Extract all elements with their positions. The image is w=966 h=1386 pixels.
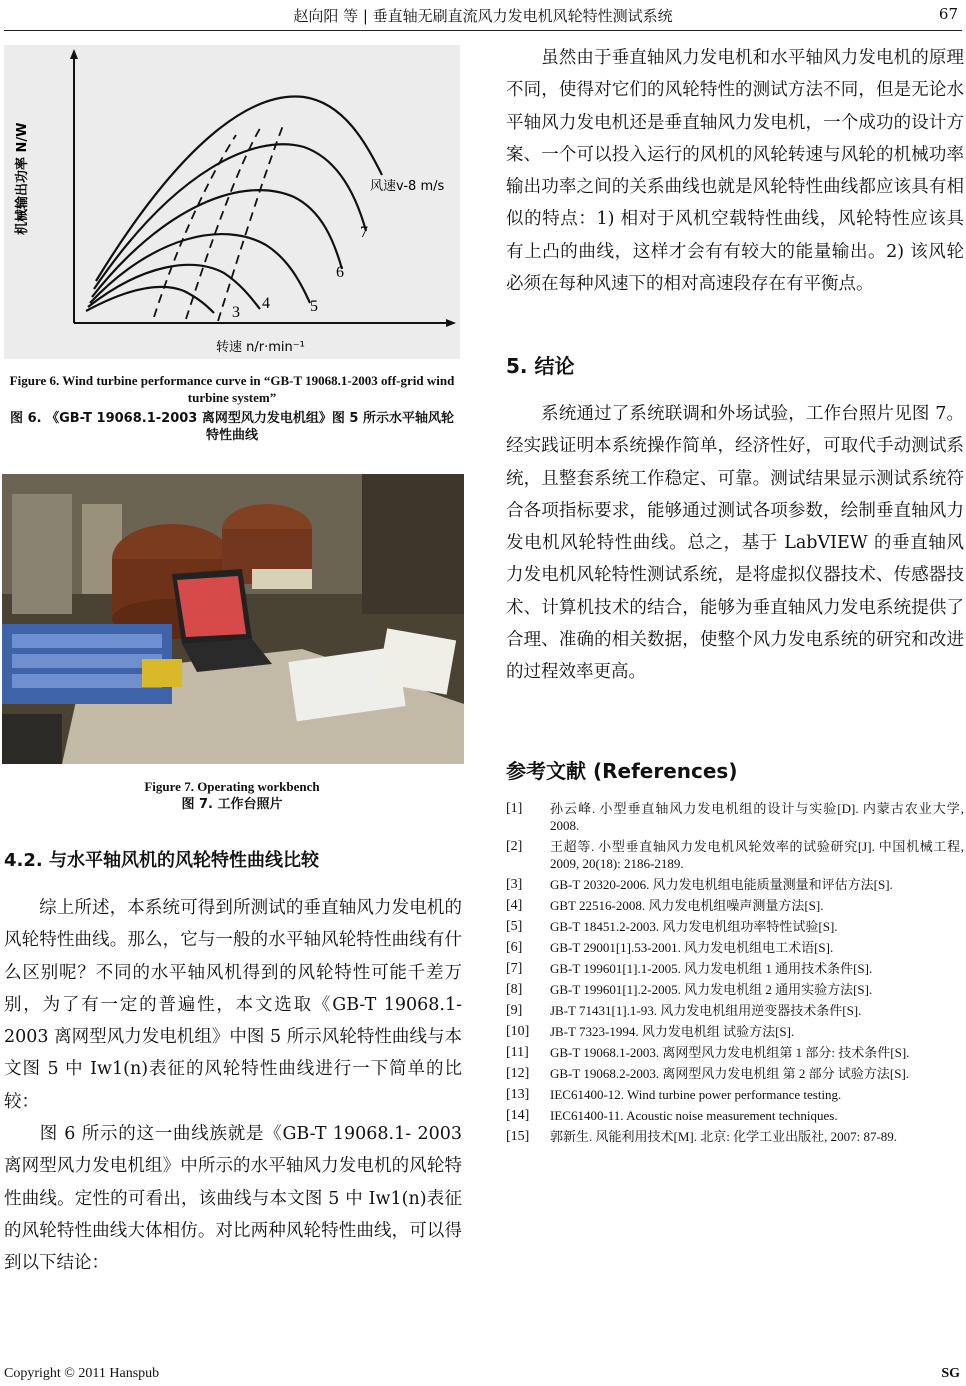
figure-7-caption-zh: 图 7. 工作台照片 [181,797,283,812]
curve-label-5: 5 [310,298,318,315]
dashed-curve-3 [218,123,284,321]
references-list [506,800,964,1149]
reference-number: [8] [506,982,523,997]
reference-number: [11] [506,1045,529,1060]
reference-item [506,981,964,998]
curve-label-3: 3 [232,304,240,321]
reference-item [506,1044,964,1061]
figure-6-chart [4,45,460,359]
reference-text: GB-T 19068.1-2003. 离网型风力发电机组第 1 部分: 技术条件[S]. [550,1045,910,1060]
conclusion-paragraph-text: 系统通过了系统联调和外场试验，工作台照片见图 7。经实践证明本系统操作简单，经济性好，可取代手动测试系统，且整套系统工作稳定、可靠。测试结果显示测试系统符合各项指标要求，能够通过测试各项参数，绘制垂直轴风力发电机风轮特性曲线。总之，基于 LabVIEW 的垂直轴风力发电机风轮特性测试系统，是将虚拟仪器技术、传感器技术、计算机技术的结合，能够为垂直轴风力发电系统提供了合理、准确的相关数据，使整个风力发电系统的研究和改进的过程效率更高。 [506,404,964,683]
reference-number: [10] [506,1024,530,1039]
reference-text: GB-T 29001[1].53-2001. 风力发电机组电工术语[S]. [550,940,834,955]
reference-number: [4] [506,898,523,913]
reference-text: GB-T 20320-2006. 风力发电机组电能质量测量和评估方法[S]. [550,877,893,892]
curve-label-6: 6 [336,264,344,281]
reference-item [506,1065,964,1082]
figure-6-svg [4,45,460,359]
figure-7-photo [2,474,464,764]
conclusion-paragraph [506,398,964,689]
figure-6-caption-en: Figure 6. Wind turbine performance curve in “GB-T 19068.1-2003 off-grid wind turbine system” [9,373,455,405]
curve-3 [86,287,214,313]
reference-text: GB-T 199601[1].1-2005. 风力发电机组 1 通用技术条件[S]. [550,961,873,976]
reference-number: [3] [506,877,523,892]
curve-label-4: 4 [262,295,270,312]
reference-text: GB-T 19068.2-2003. 离网型风力发电机组 第 2 部分 试验方法[S]. [550,1066,910,1081]
curve-5 [90,234,310,303]
header-divider [4,30,962,31]
reference-number: [6] [506,940,523,955]
reference-item [506,1023,964,1040]
x-axis-arrow [446,319,456,327]
reference-item [506,897,964,914]
reference-number: [1] [506,801,523,816]
left-paragraph-1-text: 综上所述，本系统可得到所测试的垂直轴风力发电机的风轮特性曲线。那么，它与一般的水平轴风轮特性曲线有什么区别呢？不同的水平轴风机得到的风轮特性可能千差万别，为了有一定的普遍性，本文选取《GB-T 19068.1-2003 离网型风力发电机组》中图 5 所示风轮特性曲线与本文图 5 中 Iw1(n)表征的风轮特性曲线进行一下简单的比较： [4,898,462,1112]
reference-number: [2] [506,839,523,854]
footer-journal: SG [941,1366,960,1381]
footer-copyright: Copyright © 2011 Hanspub [4,1366,160,1381]
reference-text: 王超等. 小型垂直轴风力发电机风轮效率的试验研究[J]. 中国机械工程, 2009, 20(18): 2186-2189. [550,839,964,871]
figure-6-caption-zh: 图 6. 《GB-T 19068.1-2003 离网型风力发电机组》图 5 所示水平轴风轮特性曲线 [10,411,454,443]
reference-item [506,800,964,834]
curve-7 [94,144,366,289]
reference-text: JB-T 7323-1994. 风力发电机组 试验方法[S]. [550,1024,795,1039]
left-paragraph-1 [4,892,462,1118]
reference-item [506,1128,964,1145]
y-axis-label: 机械输出功率 N/W [15,122,30,235]
reference-text: GB-T 18451.2-2003. 风力发电机组功率特性试验[S]. [550,919,838,934]
left-paragraph-2-text: 图 6 所示的这一曲线族就是《GB-T 19068.1- 2003 离网型风力发电机组》中所示的水平轴风力发电机的风轮特性曲线。定性的可看出，该曲线与本文图 5 中 Iw1(n)表征的风轮特性曲线大体相仿。对比两种风轮特性曲线，可以得到以下结论： [4,1124,462,1274]
running-header-title: 赵向阳 等 | 垂直轴无刷直流风力发电机风轮特性测试系统 [293,7,673,25]
reference-item [506,876,964,893]
page-number: 67 [938,5,958,23]
wind-speed-label: 风速v-8 m/s [370,179,445,194]
reference-number: [13] [506,1087,530,1102]
section-heading-4-2: 4.2. 与水平轴风机的风轮特性曲线比较 [4,850,319,871]
dashed-curve-2 [186,125,262,319]
right-paragraph-top-text: 虽然由于垂直轴风力发电机和水平轴风力发电机的原理不同，使得对它们的风轮特性的测试方法不同，但是无论水平轴风力发电机还是垂直轴风力发电机，一个成功的设计方案、一个可以投入运行的风机的风轮转速与风轮的机械功率输出功率之间的关系曲线也就是风轮特性曲线都应该具有相似的特点：1) 相对于风机空载特性曲线，风轮特性应该具有上凸的曲线，这样才会有有较大的能量输出。2) 该风轮必须在每种风速下的相对高速段存在有平衡点。 [506,48,964,295]
right-paragraph-top [506,42,964,300]
reference-text: IEC61400-12. Wind turbine power performance testing. [550,1087,842,1102]
reference-item [506,918,964,935]
reference-number: [14] [506,1108,530,1123]
references-heading: 参考文献 (References) [506,759,738,783]
y-axis-arrow [70,49,78,59]
x-axis-label: 转速 n/r·min⁻¹ [216,340,305,355]
reference-number: [12] [506,1066,530,1081]
reference-text: IEC61400-11. Acoustic noise measurement techniques. [550,1108,838,1123]
reference-text: JB-T 71431[1].1-93. 风力发电机组用逆变器技术条件[S]. [550,1003,862,1018]
reference-item [506,1086,964,1103]
conclusion-heading: 5. 结论 [506,354,575,378]
reference-item [506,1107,964,1124]
reference-item [506,1002,964,1019]
curve-label-7: 7 [360,224,368,241]
reference-number: [15] [506,1129,530,1144]
reference-text: GBT 22516-2008. 风力发电机组噪声测量方法[S]. [550,898,824,913]
reference-item [506,939,964,956]
reference-number: [5] [506,919,523,934]
figure-7-caption-en: Figure 7. Operating workbench [144,779,320,794]
left-paragraph-2 [4,1118,462,1279]
curve-8 [96,96,382,281]
reference-text: 孙云峰. 小型垂直轴风力发电机组的设计与实验[D]. 内蒙古农业大学, 2008. [550,801,964,833]
reference-number: [7] [506,961,523,976]
reference-item [506,960,964,977]
reference-item [506,838,964,872]
reference-number: [9] [506,1003,523,1018]
reference-text: GB-T 199601[1].2-2005. 风力发电机组 2 通用实验方法[S]. [550,982,873,997]
reference-text: 郭新生. 风能利用技术[M]. 北京: 化学工业出版社, 2007: 87-89. [550,1129,898,1144]
